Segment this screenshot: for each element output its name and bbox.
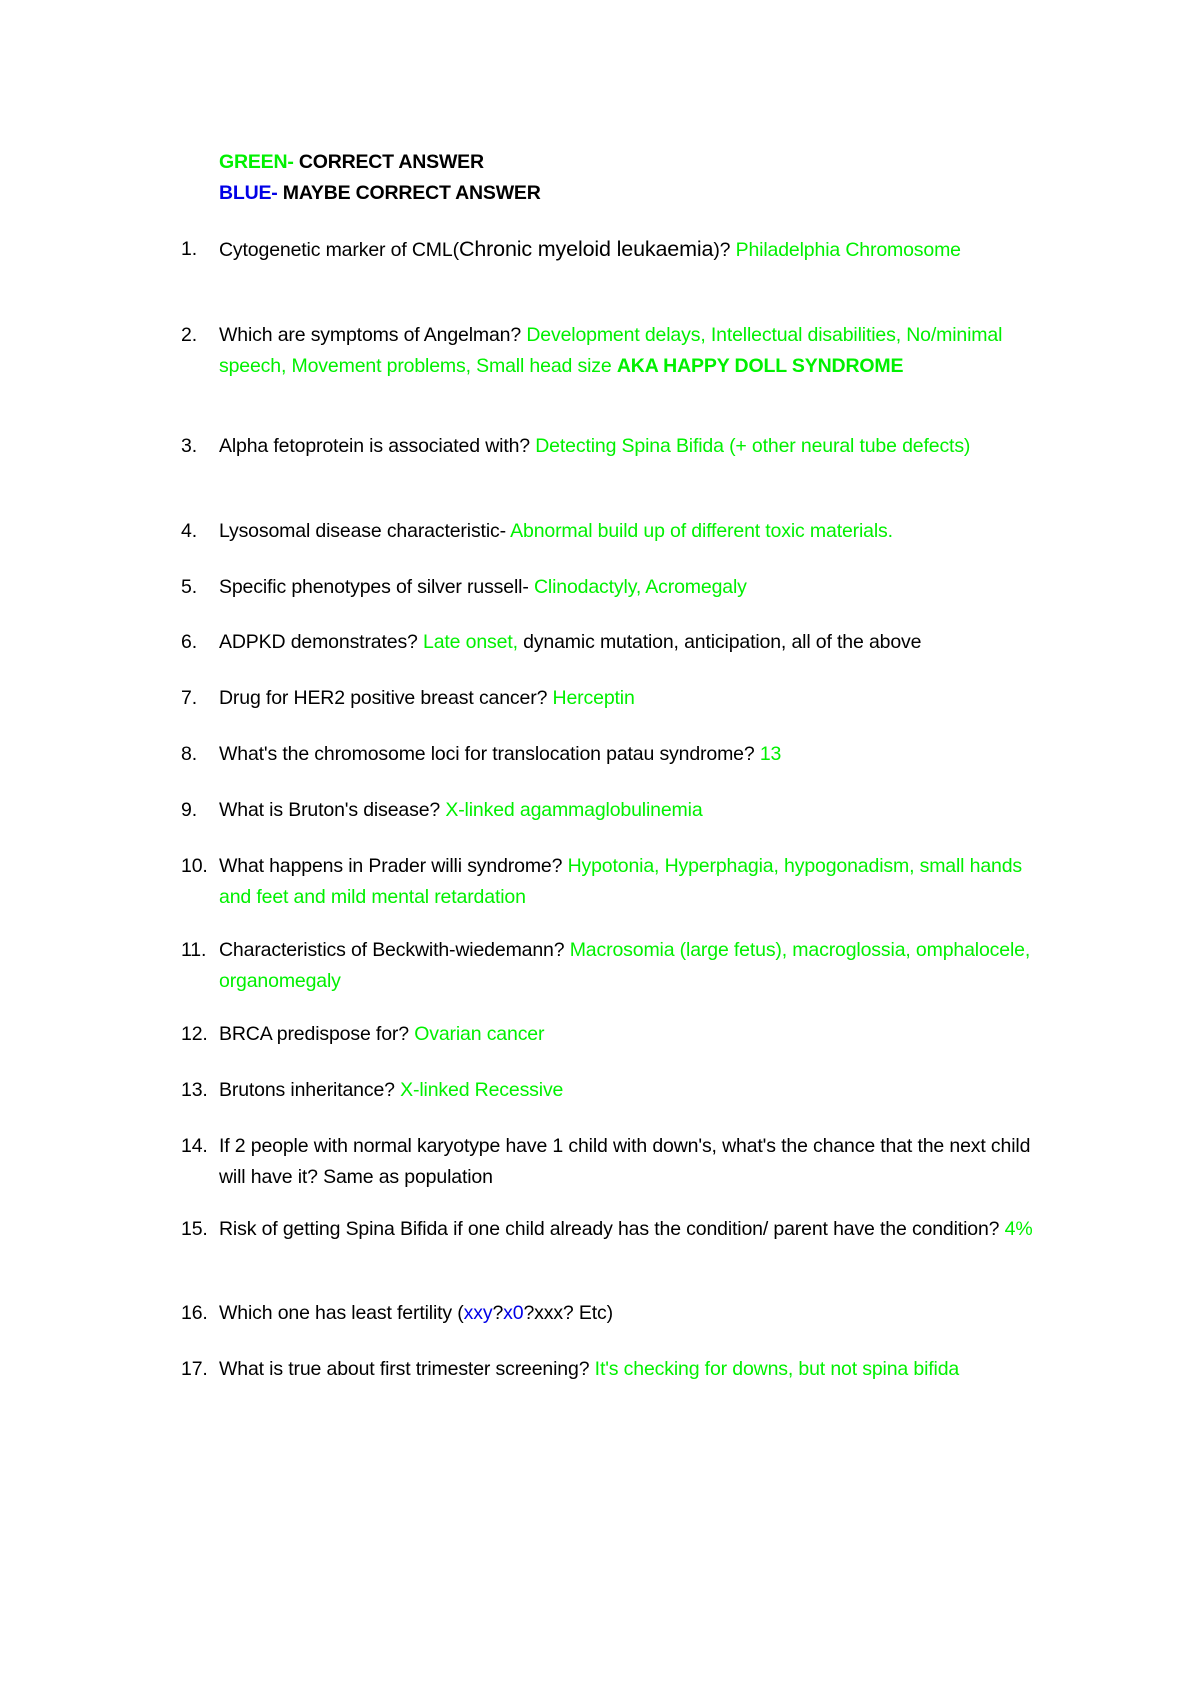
correct-answer-text: X-linked Recessive [400, 1079, 564, 1101]
correct-answer-text: Herceptin [552, 687, 635, 709]
correct-answer-text: X-linked agammaglobulinemia [445, 799, 703, 821]
question-text [219, 683, 1039, 714]
question-segment: dynamic mutation, anticipation, all of the above [517, 631, 922, 653]
question-segment: If 2 people with normal karyotype have 1 child with down's, what's the chance that the next child will have it? Same as population [219, 1135, 1031, 1188]
question-segment: Specific phenotypes of silver russell- [219, 576, 534, 598]
correct-answer-text: Philadelphia Chromosome [735, 239, 961, 261]
correct-answer-text: Abnormal build up of different toxic materials. [510, 520, 893, 542]
question-number: 13. [181, 1079, 208, 1101]
question-segment: ? [492, 1302, 504, 1324]
question-number: 14. [181, 1135, 208, 1157]
correct-answer-text: 4% [1004, 1218, 1033, 1240]
correct-answer-text: It's checking for downs, but not spina bifida [594, 1358, 960, 1380]
question-number: 9. [181, 799, 197, 821]
question-text [219, 320, 1039, 381]
color-legend [219, 147, 541, 209]
question-segment: Chronic myeloid leukaemia [458, 237, 714, 261]
correct-answer-text: 13 [759, 743, 782, 765]
question-text [219, 739, 1039, 770]
legend-correct [219, 147, 541, 178]
question-text [219, 1019, 1039, 1050]
question-text [219, 935, 1039, 996]
question-number: 8. [181, 743, 197, 765]
legend-green-key: GREEN- [219, 151, 294, 173]
question-segment: Which are symptoms of Angelman? [219, 324, 527, 346]
question-text [219, 1131, 1039, 1192]
correct-answer-text: Macrosomia (large fetus), macroglossia, omphalocele, organomegaly [219, 939, 1031, 992]
question-text [219, 234, 1039, 266]
correct-answer-text: Ovarian cancer [414, 1023, 545, 1045]
correct-answer-text: AKA HAPPY DOLL SYNDROME [616, 354, 904, 377]
question-text [219, 1075, 1039, 1106]
correct-answer-text: Clinodactyly, Acromegaly [533, 576, 747, 598]
question-text [219, 1214, 1039, 1245]
question-segment: Drug for HER2 positive breast cancer? [219, 687, 553, 709]
question-segment: Alpha fetoprotein is associated with? [219, 435, 536, 457]
question-segment: ADPKD demonstrates? [219, 631, 424, 653]
question-text [219, 516, 1039, 547]
question-segment: Cytogenetic marker of CML( [219, 239, 459, 261]
question-number: 5. [181, 576, 197, 598]
question-segment: What is Bruton's disease? [219, 799, 446, 821]
question-segment: What happens in Prader willi syndrome? [219, 855, 568, 877]
question-number: 17. [181, 1358, 208, 1380]
legend-blue-text: MAYBE CORRECT ANSWER [277, 182, 541, 204]
question-segment: BRCA predispose for? [219, 1023, 415, 1045]
question-segment: ?xxx? Etc) [523, 1302, 613, 1324]
question-number: 4. [181, 520, 197, 542]
question-text [219, 1298, 1039, 1329]
question-segment: Brutons inheritance? [219, 1079, 401, 1101]
question-segment: Lysosomal disease characteristic- [219, 520, 511, 542]
question-segment: )? [713, 239, 736, 261]
maybe-answer-text: xxy [463, 1302, 493, 1324]
question-text [219, 572, 1039, 603]
legend-green-text: CORRECT ANSWER [293, 151, 484, 173]
question-segment: Which one has least fertility ( [219, 1302, 464, 1324]
question-text [219, 627, 1039, 658]
question-text [219, 431, 1039, 462]
maybe-answer-text: x0 [503, 1302, 524, 1324]
question-number: 11. [181, 939, 207, 961]
question-segment: Risk of getting Spina Bifida if one child already has the condition/ parent have the condition? [219, 1218, 1005, 1240]
question-number: 6. [181, 631, 197, 653]
question-number: 1. [181, 238, 197, 260]
question-text [219, 1354, 1039, 1385]
question-segment: What is true about first trimester screening? [219, 1358, 595, 1380]
question-number: 12. [181, 1023, 208, 1045]
correct-answer-text: Detecting Spina Bifida (+ other neural tube defects) [535, 435, 971, 457]
question-segment: What's the chromosome loci for translocation patau syndrome? [219, 743, 760, 765]
question-number: 15. [181, 1218, 208, 1240]
correct-answer-text: Development delays, Intellectual disabilities, No/minimal speech, Movement problems, Small head size [219, 324, 1003, 377]
question-text [219, 851, 1039, 912]
legend-blue-key: BLUE- [219, 182, 278, 204]
correct-answer-text: Late onset, [423, 631, 518, 653]
question-segment: Characteristics of Beckwith-wiedemann? [219, 939, 570, 961]
question-text [219, 795, 1039, 826]
question-number: 3. [181, 435, 197, 457]
question-number: 10. [181, 855, 208, 877]
question-number: 2. [181, 324, 197, 346]
correct-answer-text: Hypotonia, Hyperphagia, hypogonadism, small hands and feet and mild mental retardation [219, 855, 1023, 908]
legend-maybe [219, 178, 541, 209]
question-number: 7. [181, 687, 197, 709]
question-number: 16. [181, 1302, 208, 1324]
